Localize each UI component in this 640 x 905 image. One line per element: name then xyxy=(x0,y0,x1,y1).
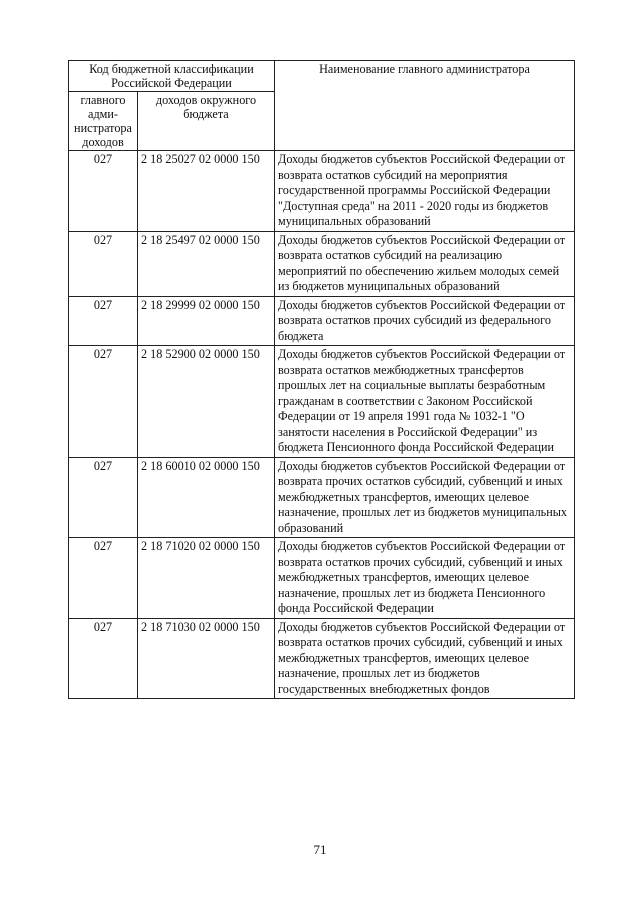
admin-code-cell: 027 xyxy=(69,296,138,346)
table-row xyxy=(69,538,575,619)
income-name-cell: Доходы бюджетов субъектов Российской Федерации от возврата остатков прочих субсидий из федерального бюджета xyxy=(275,296,575,346)
admin-code-cell: 027 xyxy=(69,231,138,296)
header-row-group xyxy=(69,61,575,92)
admin-code-cell: 027 xyxy=(69,538,138,619)
header-district-income: доходов окружного бюджета xyxy=(138,92,275,151)
income-code-cell: 2 18 25027 02 0000 150 xyxy=(138,151,275,232)
income-code-cell: 2 18 71030 02 0000 150 xyxy=(138,618,275,699)
admin-code-cell: 027 xyxy=(69,346,138,458)
income-name-cell: Доходы бюджетов субъектов Российской Федерации от возврата остатков прочих субсидий, субвенций и иных межбюджетных трансфертов, имеющих целевое назначение, прошлых лет из бюджета Пенсионного фонда Российской Федерации xyxy=(275,538,575,619)
table-row xyxy=(69,296,575,346)
income-name-cell: Доходы бюджетов субъектов Российской Федерации от возврата остатков субсидий на реализацию мероприятий по обеспечению жильем молодых семей из бюджетов муниципальных образований xyxy=(275,231,575,296)
header-main-administrator: главного адми-нистратора доходов xyxy=(69,92,138,151)
income-code-cell: 2 18 29999 02 0000 150 xyxy=(138,296,275,346)
admin-code-cell: 027 xyxy=(69,151,138,232)
header-classification-code: Код бюджетной классификации Российской Федерации xyxy=(69,61,275,92)
table-row xyxy=(69,457,575,538)
table-row xyxy=(69,231,575,296)
table-row xyxy=(69,151,575,232)
income-code-cell: 2 18 25497 02 0000 150 xyxy=(138,231,275,296)
income-name-cell: Доходы бюджетов субъектов Российской Федерации от возврата остатков субсидий на мероприятия государственной программы Российской Федерации "Доступная среда" на 2011 - 2020 годы из бюджетов муниципальных образований xyxy=(275,151,575,232)
budget-classification-table xyxy=(68,60,575,699)
income-code-cell: 2 18 60010 02 0000 150 xyxy=(138,457,275,538)
income-code-cell: 2 18 52900 02 0000 150 xyxy=(138,346,275,458)
header-administrator-name: Наименование главного администратора xyxy=(275,61,575,151)
admin-code-cell: 027 xyxy=(69,618,138,699)
income-code-cell: 2 18 71020 02 0000 150 xyxy=(138,538,275,619)
income-name-cell: Доходы бюджетов субъектов Российской Федерации от возврата прочих остатков субсидий, субвенций и иных межбюджетных трансфертов, имеющих целевое назначение, прошлых лет из бюджетов муниципальных образований xyxy=(275,457,575,538)
page-number: 71 xyxy=(313,842,327,857)
admin-code-cell: 027 xyxy=(69,457,138,538)
table-row xyxy=(69,618,575,699)
table-row xyxy=(69,346,575,458)
income-name-cell: Доходы бюджетов субъектов Российской Федерации от возврата остатков межбюджетных трансфертов прошлых лет на социальные выплаты безработным гражданам в соответствии с Законом Российской Федерации от 19 апреля 1991 года № 1032-1 "О занятости населения в Российской Федерации" из бюджета Пенсионного фонда Российской Федерации xyxy=(275,346,575,458)
income-name-cell: Доходы бюджетов субъектов Российской Федерации от возврата остатков прочих субсидий, субвенций и иных межбюджетных трансфертов, имеющих целевое назначение, прошлых лет из бюджетов государственных внебюджетных фондов xyxy=(275,618,575,699)
